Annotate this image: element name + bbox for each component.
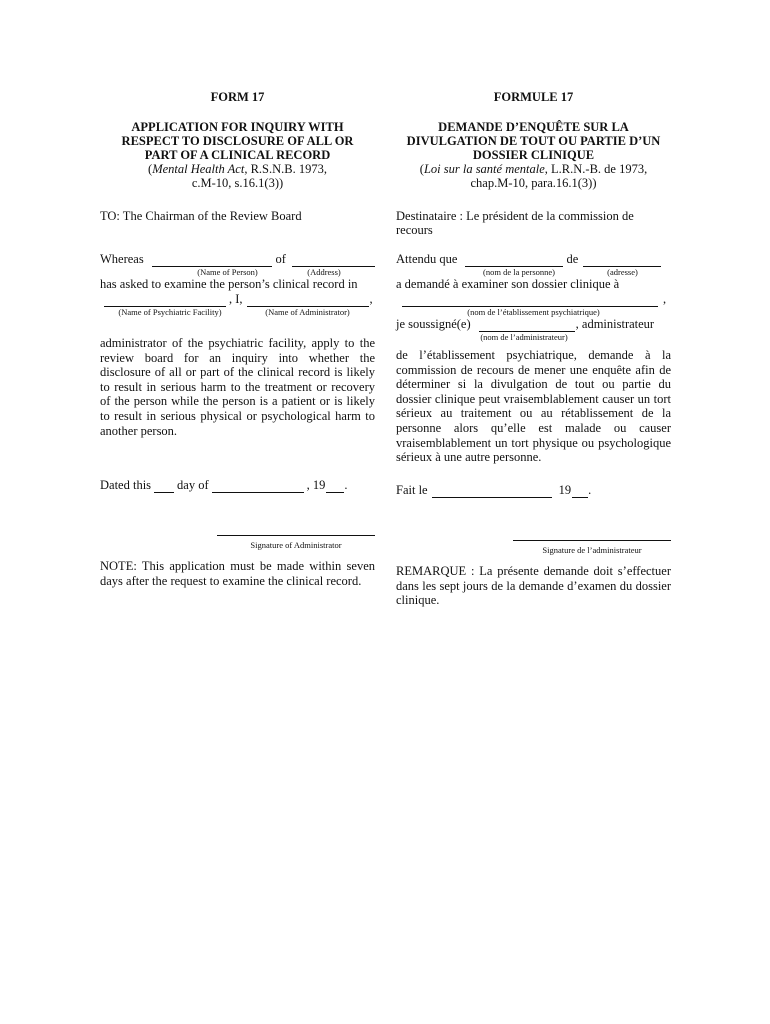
signature-caption: Signature of Administrator xyxy=(250,540,342,550)
person-name-field[interactable] xyxy=(465,254,563,267)
administrator-caption: (nom de l’administrateur) xyxy=(480,332,568,342)
address-caption: (adresse) xyxy=(607,267,638,277)
whereas-block xyxy=(100,252,375,336)
facility-name-field[interactable] xyxy=(402,294,658,307)
signature-block xyxy=(396,530,671,555)
signature-block xyxy=(100,525,375,550)
of-text: of xyxy=(275,252,286,266)
administrator-name-field[interactable] xyxy=(479,319,575,332)
act-reference: (Loi sur la santé mentale, L.R.N.-B. de 1973, chap.M-10, para.16.1(3)) xyxy=(396,162,671,190)
note-text: REMARQUE : La présente demande doit s’effectuer dans les sept jours de la demande d’examen du dossier clinique. xyxy=(396,564,671,608)
form-title xyxy=(100,120,375,162)
signature-field[interactable] xyxy=(513,534,671,541)
english-column xyxy=(100,90,375,588)
act-name: Mental Health Act xyxy=(152,162,245,176)
year-field[interactable] xyxy=(572,485,588,498)
body-text: de l’établissement psychiatrique, demande à la commission de recours de mener une enquête afin de déterminer si la divulgation de tout ou partie du dossier clinique peut vraisemblablement causer un tort sérieux au traitement ou au rétablissement de la personne alors qu’elle est malade ou causer vraisemblablement un tort physique ou psychologique sérieux à une autre personne. xyxy=(396,348,671,465)
person-caption: (Name of Person) xyxy=(197,267,258,277)
dated-line: Fait le 19 . xyxy=(396,483,592,497)
act-reference: (Mental Health Act, R.S.N.B. 1973, c.M-10, s.16.1(3)) xyxy=(100,162,375,190)
facility-caption: (Name of Psychiatric Facility) xyxy=(118,307,222,317)
administrator-name-field[interactable] xyxy=(247,294,369,307)
french-column xyxy=(396,90,671,608)
administrateur-text: , administrateur xyxy=(575,317,655,331)
act-name: Loi sur la santé mentale xyxy=(423,162,545,176)
comma: , xyxy=(369,292,373,306)
title-line: DIVULGATION DE TOUT OU PARTIE D’UN xyxy=(406,134,661,148)
date-field[interactable] xyxy=(432,485,552,498)
address-caption: (Address) xyxy=(307,267,341,277)
facility-caption: (nom de l’établissement psychiatrique) xyxy=(467,307,600,317)
year-field[interactable] xyxy=(326,480,344,493)
address-field[interactable] xyxy=(292,254,375,267)
title-line: APPLICATION FOR INQUIRY WITH xyxy=(131,120,344,134)
comma: , xyxy=(663,292,667,306)
de-text: de xyxy=(566,252,579,266)
addressee: TO: The Chairman of the Review Board xyxy=(100,209,302,223)
title-line: DOSSIER CLINIQUE xyxy=(472,148,595,162)
has-asked-text: has asked to examine the person’s clinical record in xyxy=(100,277,358,291)
facility-name-field[interactable] xyxy=(104,294,226,307)
act-ref: , L.R.N.-B. de 1973, xyxy=(544,162,648,176)
address-field[interactable] xyxy=(583,254,661,267)
administrator-caption: (Name of Administrator) xyxy=(265,307,350,317)
form-number: FORMULE 17 xyxy=(493,90,574,104)
a-demande-text: a demandé à examiner son dossier clinique à xyxy=(396,277,620,291)
form-number: FORM 17 xyxy=(210,90,265,104)
attendu-block xyxy=(396,252,671,342)
title-line: RESPECT TO DISCLOSURE OF ALL OR xyxy=(121,134,354,148)
act-ref: c.M-10, s.16.1(3)) xyxy=(191,176,284,190)
whereas-text: Whereas xyxy=(100,252,144,266)
dated-line: Dated this day of , 19 . xyxy=(100,478,348,492)
form-title xyxy=(396,120,671,162)
i-text: , I, xyxy=(229,292,243,306)
attendu-text: Attendu que xyxy=(396,252,458,266)
body-text: administrator of the psychiatric facility, apply to the review board for an inquiry into whether the disclosure of all or part of the clinical record is likely to result in serious harm to the treatment or recovery of the person while the person is a patient or is likely to result in serious physical or psychological harm to another person. xyxy=(100,336,375,438)
title-line: DEMANDE D’ENQUÊTE SUR LA xyxy=(438,120,629,134)
signature-caption: Signature de l’administrateur xyxy=(542,545,642,555)
day-field[interactable] xyxy=(154,480,174,493)
act-ref: chap.M-10, para.16.1(3)) xyxy=(470,176,597,190)
note-text: NOTE: This application must be made within seven days after the request to examine the clinical record. xyxy=(100,559,375,588)
addressee: Destinataire : Le président de la commission de recours xyxy=(396,209,634,237)
soussigne-text: je soussigné(e) xyxy=(396,317,471,331)
month-field[interactable] xyxy=(212,480,304,493)
signature-field[interactable] xyxy=(217,529,375,536)
title-line: PART OF A CLINICAL RECORD xyxy=(144,148,331,162)
act-ref: , R.S.N.B. 1973, xyxy=(244,162,327,176)
person-caption: (nom de la personne) xyxy=(483,267,555,277)
person-name-field[interactable] xyxy=(152,254,273,267)
